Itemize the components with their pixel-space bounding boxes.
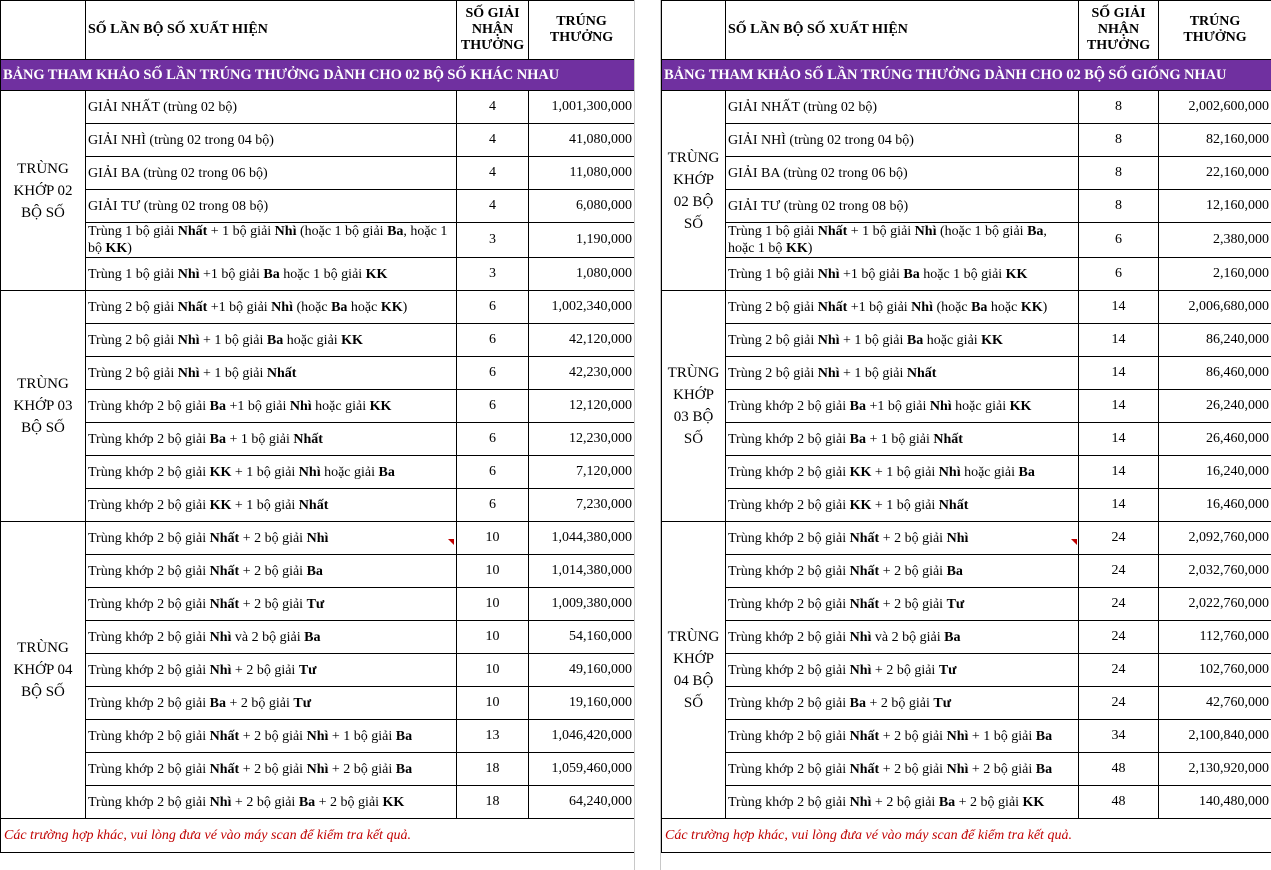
prize-amount: 112,760,000 — [1159, 621, 1271, 654]
prize-amount: 41,080,000 — [529, 124, 635, 157]
prize-count: 10 — [457, 588, 529, 621]
prize-description: Trùng khớp 2 bộ giải Nhì và 2 bộ giải Ba — [726, 621, 1079, 654]
prize-amount: 82,160,000 — [1159, 124, 1271, 157]
prize-amount: 1,002,340,000 — [529, 291, 635, 324]
prize-description: Trùng khớp 2 bộ giải Ba + 2 bộ giải Tư — [726, 687, 1079, 720]
prize-count: 24 — [1079, 555, 1159, 588]
table-row — [662, 258, 1271, 291]
table-row — [1, 258, 635, 291]
table-row — [662, 489, 1271, 522]
prize-description: Trùng 2 bộ giải Nhì + 1 bộ giải Nhất — [726, 357, 1079, 390]
prize-amount: 2,022,760,000 — [1159, 588, 1271, 621]
prize-amount: 102,760,000 — [1159, 654, 1271, 687]
table-band-title: BẢNG THAM KHẢO SỐ LẦN TRÚNG THƯỞNG DÀNH CHO 02 BỘ SỐ GIỐNG NHAU — [662, 60, 1271, 91]
prize-description: Trùng khớp 2 bộ giải Ba + 1 bộ giải Nhất — [726, 423, 1079, 456]
table-row — [1, 390, 635, 423]
header-description: SỐ LẦN BỘ SỐ XUẤT HIỆN — [726, 1, 1079, 60]
prize-count: 14 — [1079, 489, 1159, 522]
table-row — [1, 223, 635, 258]
table-row — [662, 124, 1271, 157]
prize-amount: 140,480,000 — [1159, 786, 1271, 819]
table-row — [662, 654, 1271, 687]
table-row — [662, 588, 1271, 621]
prize-count: 6 — [457, 291, 529, 324]
header-description: SỐ LẦN BỘ SỐ XUẤT HIỆN — [86, 1, 457, 60]
table-row — [1, 588, 635, 621]
prize-count: 14 — [1079, 423, 1159, 456]
table-row — [662, 91, 1271, 124]
prize-count: 8 — [1079, 190, 1159, 223]
prize-description: Trùng khớp 2 bộ giải Nhất + 2 bộ giải Nhì + 2 bộ giải Ba — [726, 753, 1079, 786]
table-band-title: BẢNG THAM KHẢO SỐ LẦN TRÚNG THƯỞNG DÀNH CHO 02 BỘ SỐ KHÁC NHAU — [1, 60, 635, 91]
prize-description: Trùng khớp 2 bộ giải KK + 1 bộ giải Nhất — [86, 489, 457, 522]
prize-count: 6 — [457, 489, 529, 522]
prize-description: Trùng khớp 2 bộ giải Nhì + 2 bộ giải Tư — [86, 654, 457, 687]
table-row — [662, 456, 1271, 489]
prize-amount: 26,240,000 — [1159, 390, 1271, 423]
prize-description: GIẢI BA (trùng 02 trong 06 bộ) — [726, 157, 1079, 190]
prize-count: 6 — [457, 456, 529, 489]
prize-count: 14 — [1079, 357, 1159, 390]
prize-amount: 1,190,000 — [529, 223, 635, 258]
table-row — [1, 687, 635, 720]
prize-count: 6 — [457, 324, 529, 357]
prize-count: 24 — [1079, 588, 1159, 621]
footer-note: Các trường hợp khác, vui lòng đưa vé vào máy scan để kiểm tra kết quả. — [662, 819, 1271, 853]
prize-description: Trùng khớp 2 bộ giải Nhất + 2 bộ giải Tư — [726, 588, 1079, 621]
prize-amount: 12,160,000 — [1159, 190, 1271, 223]
prize-amount: 1,014,380,000 — [529, 555, 635, 588]
prize-amount: 1,080,000 — [529, 258, 635, 291]
prize-amount: 16,460,000 — [1159, 489, 1271, 522]
prize-count: 24 — [1079, 522, 1159, 555]
prize-count: 48 — [1079, 786, 1159, 819]
prize-description: Trùng khớp 2 bộ giải Nhất + 2 bộ giải Nhì + 1 bộ giải Ba — [726, 720, 1079, 753]
prize-count: 10 — [457, 654, 529, 687]
prize-amount: 42,230,000 — [529, 357, 635, 390]
header-prize-amount: TRÚNG THƯỞNG — [1159, 1, 1271, 60]
table-row — [662, 687, 1271, 720]
group-label: TRÙNG KHỚP 04 BỘ SỐ — [1, 522, 86, 819]
table-row — [662, 357, 1271, 390]
prize-description: Trùng 2 bộ giải Nhì + 1 bộ giải Nhất — [86, 357, 457, 390]
prize-description: GIẢI TƯ (trùng 02 trong 08 bộ) — [86, 190, 457, 223]
prize-count: 6 — [1079, 258, 1159, 291]
prize-amount: 19,160,000 — [529, 687, 635, 720]
group-label: TRÙNG KHỚP 03 BỘ SỐ — [662, 291, 726, 522]
prize-count: 34 — [1079, 720, 1159, 753]
prize-count: 14 — [1079, 456, 1159, 489]
prize-amount: 2,100,840,000 — [1159, 720, 1271, 753]
prize-amount: 1,009,380,000 — [529, 588, 635, 621]
table-row — [662, 753, 1271, 786]
prize-count: 6 — [457, 423, 529, 456]
prize-amount: 2,006,680,000 — [1159, 291, 1271, 324]
prize-description: Trùng 1 bộ giải Nhì +1 bộ giải Ba hoặc 1 bộ giải KK — [86, 258, 457, 291]
prize-description: Trùng khớp 2 bộ giải Nhất + 2 bộ giải Nhì + 1 bộ giải Ba — [86, 720, 457, 753]
prize-description: Trùng khớp 2 bộ giải Nhất + 2 bộ giải Nhì + 2 bộ giải Ba — [86, 753, 457, 786]
table-row — [662, 621, 1271, 654]
table-row — [1, 190, 635, 223]
prize-count: 24 — [1079, 621, 1159, 654]
prize-count: 24 — [1079, 654, 1159, 687]
prize-amount: 6,080,000 — [529, 190, 635, 223]
prize-description: Trùng 2 bộ giải Nhất +1 bộ giải Nhì (hoặc Ba hoặc KK) — [726, 291, 1079, 324]
prize-table-same-numbers-panel — [661, 0, 1271, 870]
prize-description: GIẢI NHÌ (trùng 02 trong 04 bộ) — [86, 124, 457, 157]
header-prize-count: SỐ GIẢI NHẬN THƯỞNG — [457, 1, 529, 60]
prize-description: Trùng khớp 2 bộ giải Nhất + 2 bộ giải Tư — [86, 588, 457, 621]
prize-description: Trùng khớp 2 bộ giải Nhất + 2 bộ giải Ba — [86, 555, 457, 588]
comment-marker — [1071, 539, 1077, 545]
prize-amount: 7,120,000 — [529, 456, 635, 489]
table-row — [1, 654, 635, 687]
prize-count: 8 — [1079, 157, 1159, 190]
table-row — [662, 786, 1271, 819]
prize-amount: 86,460,000 — [1159, 357, 1271, 390]
prize-amount: 2,160,000 — [1159, 258, 1271, 291]
prize-description: Trùng 2 bộ giải Nhì + 1 bộ giải Ba hoặc giải KK — [86, 324, 457, 357]
prize-count: 18 — [457, 753, 529, 786]
prize-count: 14 — [1079, 324, 1159, 357]
prize-description: Trùng khớp 2 bộ giải Nhất + 2 bộ giải Nhì — [86, 522, 457, 555]
prize-amount: 2,380,000 — [1159, 223, 1271, 258]
prize-count: 4 — [457, 124, 529, 157]
prize-amount: 42,120,000 — [529, 324, 635, 357]
table-row — [662, 324, 1271, 357]
table-row — [1, 753, 635, 786]
prize-description: Trùng khớp 2 bộ giải Nhì + 2 bộ giải Ba + 2 bộ giải KK — [86, 786, 457, 819]
table-row — [1, 720, 635, 753]
header-prize-amount: TRÚNG THƯỞNG — [529, 1, 635, 60]
table-row — [662, 555, 1271, 588]
prize-amount: 49,160,000 — [529, 654, 635, 687]
prize-description: Trùng khớp 2 bộ giải KK + 1 bộ giải Nhất — [726, 489, 1079, 522]
prize-description: Trùng 1 bộ giải Nhất + 1 bộ giải Nhì (hoặc 1 bộ giải Ba, hoặc 1 bộ KK) — [86, 223, 457, 258]
prize-description: GIẢI BA (trùng 02 trong 06 bộ) — [86, 157, 457, 190]
prize-description: Trùng 2 bộ giải Nhất +1 bộ giải Nhì (hoặc Ba hoặc KK) — [86, 291, 457, 324]
group-label: TRÙNG KHỚP 02 BỘ SỐ — [1, 91, 86, 291]
prize-count: 10 — [457, 522, 529, 555]
table-row — [1, 522, 635, 555]
table-row — [1, 291, 635, 324]
prize-description: GIẢI NHẤT (trùng 02 bộ) — [726, 91, 1079, 124]
group-label: TRÙNG KHỚP 04 BỘ SỐ — [662, 522, 726, 819]
prize-amount: 86,240,000 — [1159, 324, 1271, 357]
prize-count: 4 — [457, 190, 529, 223]
prize-description: Trùng khớp 2 bộ giải Ba +1 bộ giải Nhì hoặc giải KK — [726, 390, 1079, 423]
prize-amount: 16,240,000 — [1159, 456, 1271, 489]
prize-amount: 1,001,300,000 — [529, 91, 635, 124]
prize-description: Trùng khớp 2 bộ giải Ba + 2 bộ giải Tư — [86, 687, 457, 720]
prize-count: 10 — [457, 555, 529, 588]
prize-description: Trùng khớp 2 bộ giải Nhất + 2 bộ giải Ba — [726, 555, 1079, 588]
table-row — [1, 456, 635, 489]
prize-description: Trùng khớp 2 bộ giải Nhất + 2 bộ giải Nhì — [726, 522, 1079, 555]
group-label: TRÙNG KHỚP 03 BỘ SỐ — [1, 291, 86, 522]
prize-amount: 22,160,000 — [1159, 157, 1271, 190]
prize-description: Trùng khớp 2 bộ giải Ba +1 bộ giải Nhì hoặc giải KK — [86, 390, 457, 423]
prize-amount: 64,240,000 — [529, 786, 635, 819]
prize-amount: 11,080,000 — [529, 157, 635, 190]
header-prize-count: SỐ GIẢI NHẬN THƯỞNG — [1079, 1, 1159, 60]
table-row — [1, 423, 635, 456]
header-group-cell — [1, 1, 86, 60]
prize-count: 14 — [1079, 291, 1159, 324]
prize-count: 24 — [1079, 687, 1159, 720]
table-row — [662, 720, 1271, 753]
prize-amount: 2,032,760,000 — [1159, 555, 1271, 588]
comment-marker — [448, 539, 454, 545]
table-row — [1, 357, 635, 390]
prize-amount: 42,760,000 — [1159, 687, 1271, 720]
prize-table-different — [0, 0, 635, 853]
prize-table-same — [661, 0, 1271, 853]
prize-amount: 1,046,420,000 — [529, 720, 635, 753]
prize-count: 48 — [1079, 753, 1159, 786]
prize-count: 3 — [457, 258, 529, 291]
table-row — [1, 91, 635, 124]
prize-table-different-numbers-panel — [0, 0, 634, 870]
prize-count: 8 — [1079, 124, 1159, 157]
prize-count: 4 — [457, 91, 529, 124]
prize-description: Trùng khớp 2 bộ giải Nhì + 2 bộ giải Ba + 2 bộ giải KK — [726, 786, 1079, 819]
table-row — [1, 157, 635, 190]
prize-count: 13 — [457, 720, 529, 753]
prize-description: Trùng khớp 2 bộ giải KK + 1 bộ giải Nhì hoặc giải Ba — [86, 456, 457, 489]
table-row — [662, 390, 1271, 423]
table-row — [662, 190, 1271, 223]
prize-description: Trùng 1 bộ giải Nhất + 1 bộ giải Nhì (hoặc 1 bộ giải Ba, hoặc 1 bộ KK) — [726, 223, 1079, 258]
prize-description: Trùng khớp 2 bộ giải Nhì + 2 bộ giải Tư — [726, 654, 1079, 687]
prize-count: 6 — [457, 390, 529, 423]
table-row — [1, 489, 635, 522]
prize-description: Trùng khớp 2 bộ giải Ba + 1 bộ giải Nhất — [86, 423, 457, 456]
prize-count: 4 — [457, 157, 529, 190]
table-row — [1, 555, 635, 588]
prize-count: 6 — [1079, 223, 1159, 258]
prize-amount: 2,092,760,000 — [1159, 522, 1271, 555]
prize-amount: 12,120,000 — [529, 390, 635, 423]
prize-description: Trùng khớp 2 bộ giải Nhì và 2 bộ giải Ba — [86, 621, 457, 654]
prize-description: Trùng 1 bộ giải Nhì +1 bộ giải Ba hoặc 1 bộ giải KK — [726, 258, 1079, 291]
table-row — [1, 621, 635, 654]
table-row — [662, 522, 1271, 555]
prize-description: GIẢI NHẤT (trùng 02 bộ) — [86, 91, 457, 124]
footer-note: Các trường hợp khác, vui lòng đưa vé vào máy scan để kiểm tra kết quả. — [1, 819, 635, 853]
table-row — [662, 157, 1271, 190]
group-label: TRÙNG KHỚP 02 BỘ SỐ — [662, 91, 726, 291]
prize-description: Trùng 2 bộ giải Nhì + 1 bộ giải Ba hoặc giải KK — [726, 324, 1079, 357]
prize-count: 10 — [457, 687, 529, 720]
prize-count: 14 — [1079, 390, 1159, 423]
table-row — [1, 786, 635, 819]
prize-count: 18 — [457, 786, 529, 819]
prize-description: GIẢI NHÌ (trùng 02 trong 04 bộ) — [726, 124, 1079, 157]
prize-count: 10 — [457, 621, 529, 654]
prize-amount: 26,460,000 — [1159, 423, 1271, 456]
prize-count: 8 — [1079, 91, 1159, 124]
table-row — [662, 223, 1271, 258]
table-row — [662, 423, 1271, 456]
prize-amount: 1,044,380,000 — [529, 522, 635, 555]
prize-amount: 7,230,000 — [529, 489, 635, 522]
prize-count: 3 — [457, 223, 529, 258]
table-row — [662, 291, 1271, 324]
header-group-cell — [662, 1, 726, 60]
table-row — [1, 324, 635, 357]
table-row — [1, 124, 635, 157]
prize-description: Trùng khớp 2 bộ giải KK + 1 bộ giải Nhì hoặc giải Ba — [726, 456, 1079, 489]
table-separator — [634, 0, 661, 870]
prize-description: GIẢI TƯ (trùng 02 trong 08 bộ) — [726, 190, 1079, 223]
prize-count: 6 — [457, 357, 529, 390]
prize-amount: 2,002,600,000 — [1159, 91, 1271, 124]
prize-amount: 12,230,000 — [529, 423, 635, 456]
prize-amount: 54,160,000 — [529, 621, 635, 654]
prize-amount: 2,130,920,000 — [1159, 753, 1271, 786]
prize-amount: 1,059,460,000 — [529, 753, 635, 786]
